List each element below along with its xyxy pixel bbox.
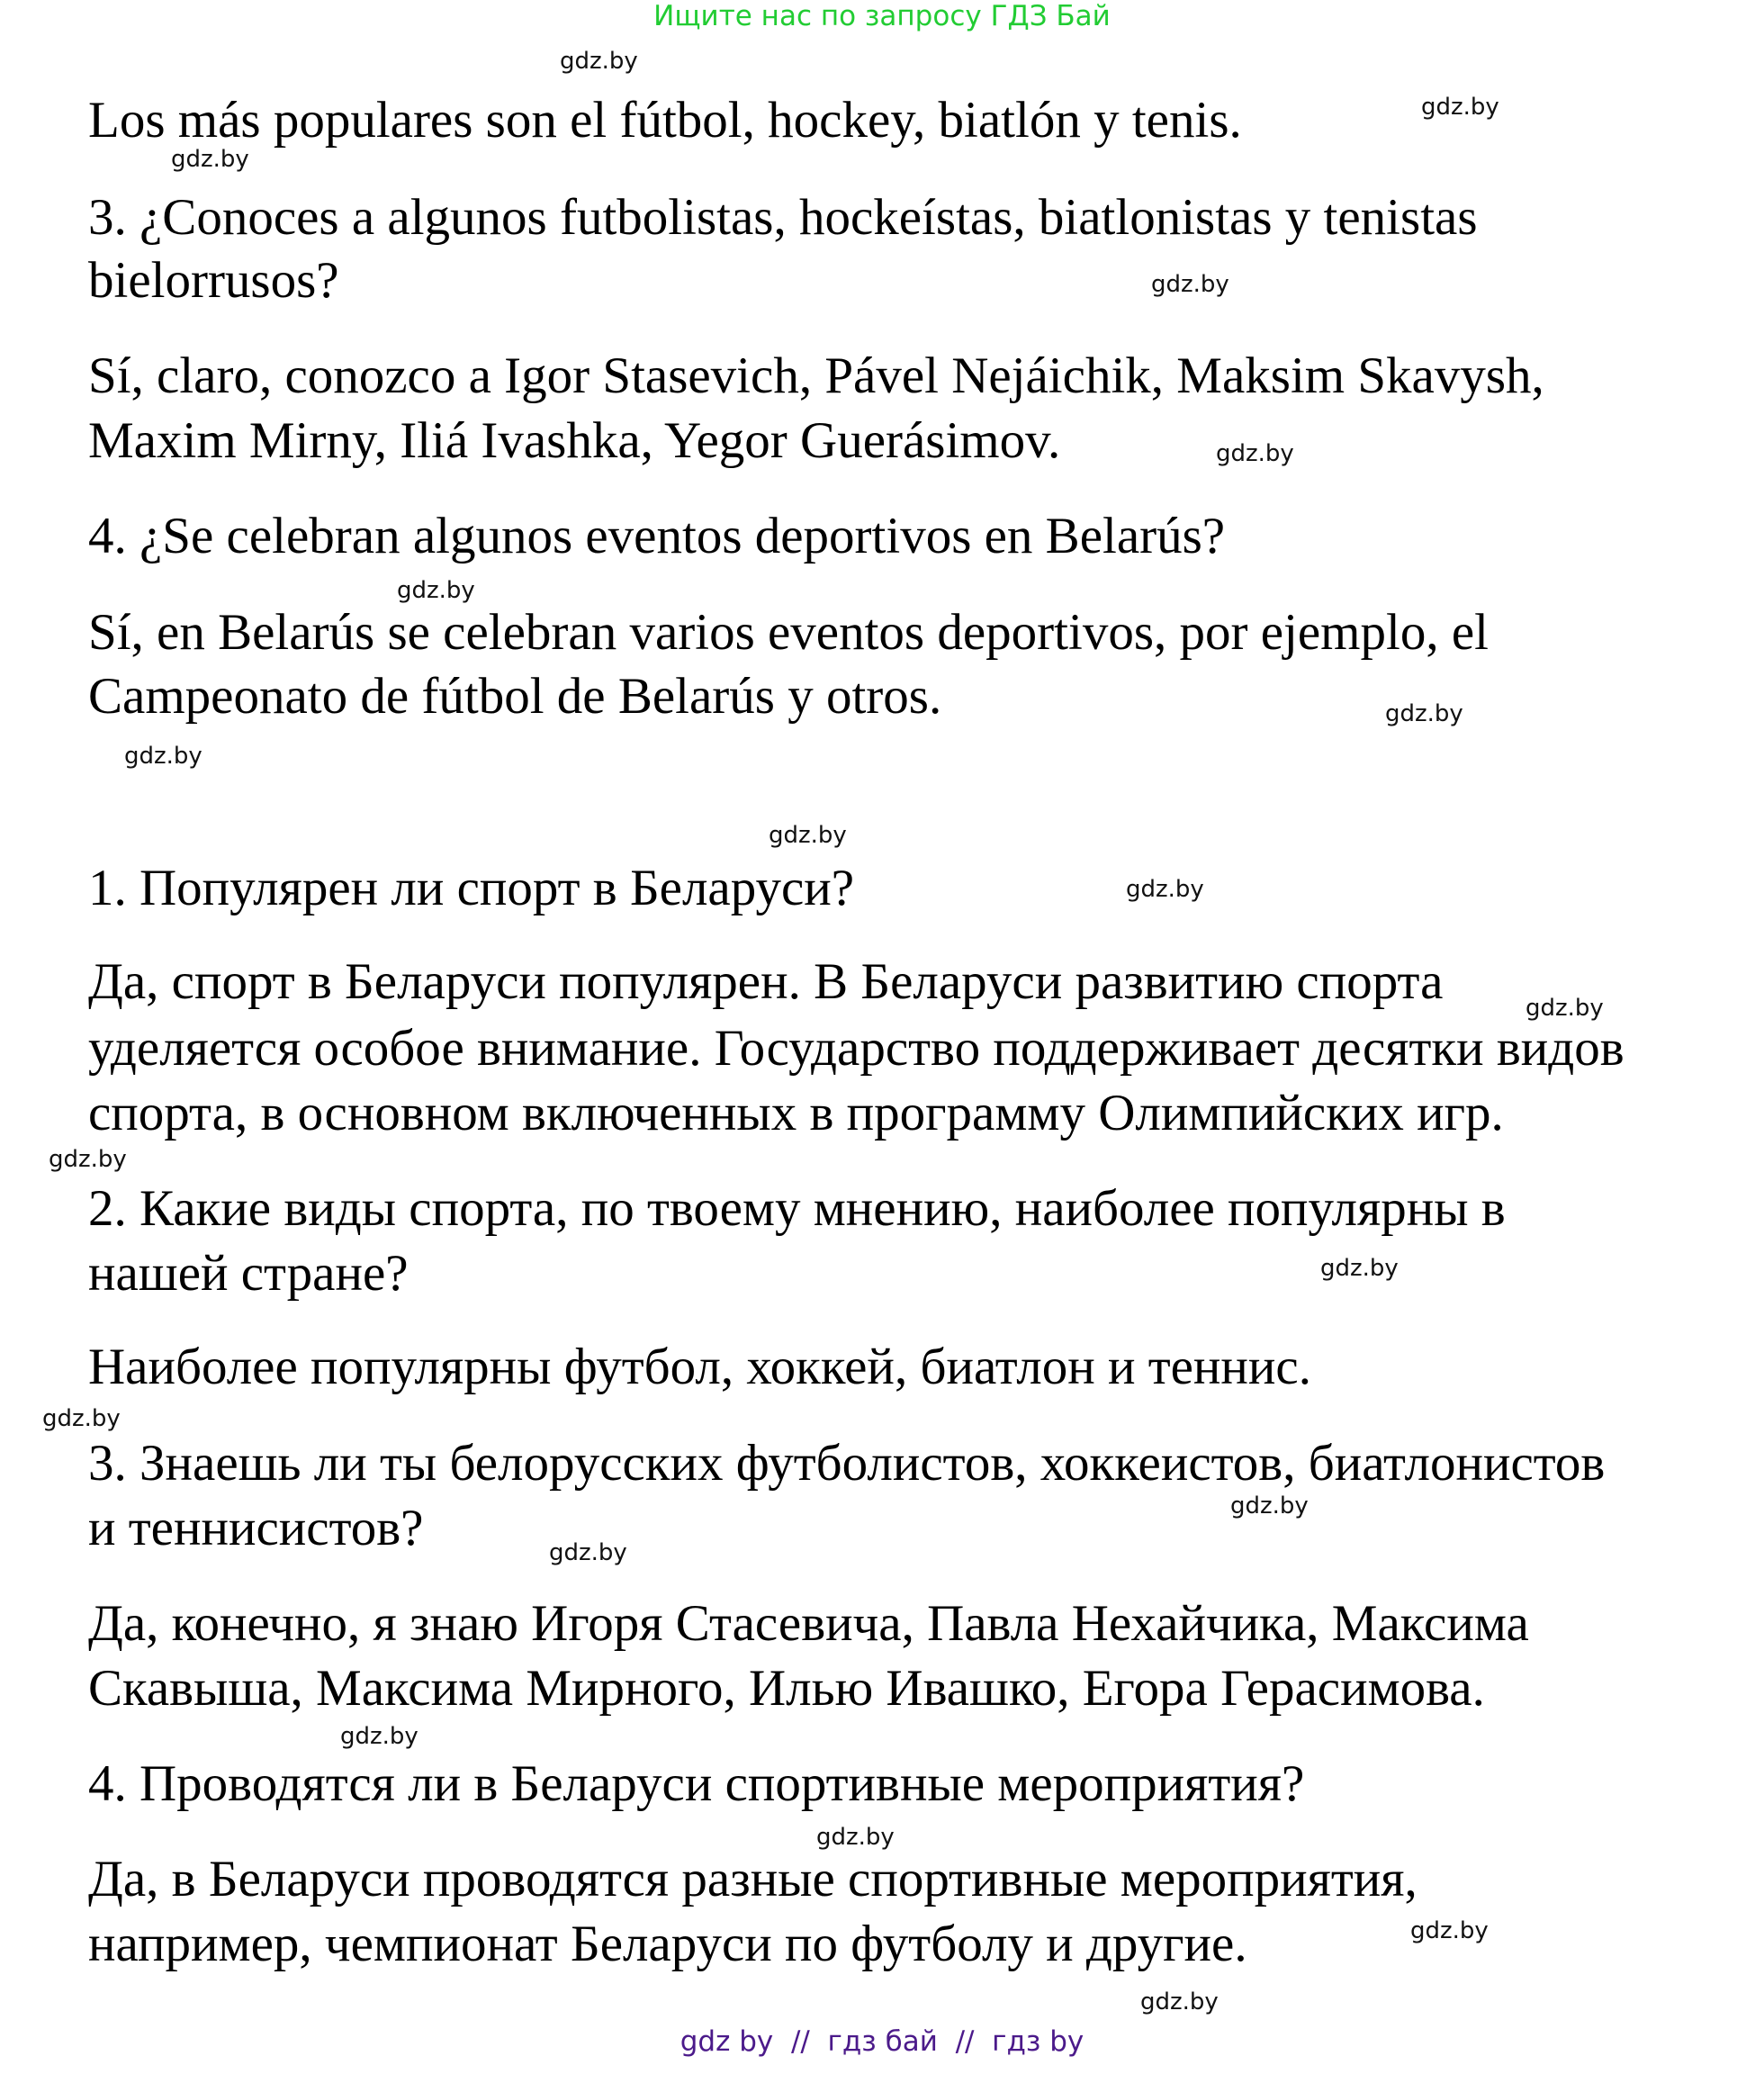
question-3-es-line-2: bielorrusos? <box>88 252 339 309</box>
watermark: gdz.by <box>816 1824 895 1851</box>
watermark: gdz.by <box>124 743 202 770</box>
watermark: gdz.by <box>1320 1255 1399 1282</box>
question-2-ru-line-2: нашей стране? <box>88 1245 409 1302</box>
search-hint-banner: Ищите нас по запросу ГДЗ Бай <box>653 0 1111 32</box>
watermark: gdz.by <box>1151 271 1229 298</box>
watermark: gdz.by <box>1216 440 1294 467</box>
site-footer-links: gdz by // гдз бай // гдз by <box>680 2025 1084 2058</box>
watermark: gdz.by <box>1230 1492 1309 1519</box>
watermark: gdz.by <box>1140 1988 1219 2015</box>
question-4-ru: 4. Проводятся ли в Беларуси спортивные мероприятия? <box>88 1755 1305 1812</box>
answer-3-ru-line-2: Скавыша, Максима Мирного, Илью Ивашко, Егора Герасимова. <box>88 1660 1485 1717</box>
watermark: gdz.by <box>42 1405 121 1432</box>
watermark: gdz.by <box>769 822 847 849</box>
question-1-ru: 1. Популярен ли спорт в Беларуси? <box>88 860 855 916</box>
answer-4-ru-line-1: Да, в Беларуси проводятся разные спортивные мероприятия, <box>88 1851 1418 1907</box>
answer-3-es-line-2: Maxim Mirny, Iliá Ivashka, Yegor Guerásimov. <box>88 412 1061 469</box>
answer-1-ru-line-2: уделяется особое внимание. Государство поддерживает десятки видов <box>88 1020 1624 1077</box>
question-2-ru-line-1: 2. Какие виды спорта, по твоему мнению, наиболее популярны в <box>88 1180 1506 1237</box>
watermark: gdz.by <box>1385 700 1463 727</box>
watermark: gdz.by <box>340 1723 418 1750</box>
watermark: gdz.by <box>1410 1917 1489 1944</box>
answer-2-es: Los más populares son el fútbol, hockey, biatlón y tenis. <box>88 92 1242 149</box>
watermark: gdz.by <box>560 48 638 75</box>
watermark: gdz.by <box>397 577 475 604</box>
answer-1-ru-line-3: спорта, в основном включенных в программу Олимпийских игр. <box>88 1085 1504 1141</box>
question-3-ru-line-1: 3. Знаешь ли ты белорусских футболистов, хоккеистов, биатлонистов <box>88 1435 1606 1492</box>
watermark: gdz.by <box>171 146 249 173</box>
watermark: gdz.by <box>1421 94 1499 121</box>
answer-2-ru: Наиболее популярны футбол, хоккей, биатлон и теннис. <box>88 1339 1311 1395</box>
question-4-es: 4. ¿Se celebran algunos eventos deportivos en Belarús? <box>88 508 1226 564</box>
watermark: gdz.by <box>549 1539 627 1566</box>
answer-3-es-line-1: Sí, claro, conozco a Igor Stasevich, Pável Nejáichik, Maksim Skavysh, <box>88 347 1544 404</box>
answer-4-es-line-2: Campeonato de fútbol de Belarús y otros. <box>88 668 942 725</box>
answer-1-ru-line-1: Да, спорт в Беларуси популярен. В Беларуси развитию спорта <box>88 953 1444 1010</box>
watermark: gdz.by <box>1126 876 1204 903</box>
question-3-es-line-1: 3. ¿Conoces a algunos futbolistas, hockeístas, biatlonistas y tenistas <box>88 189 1478 246</box>
answer-3-ru-line-1: Да, конечно, я знаю Игоря Стасевича, Павла Нехайчика, Максима <box>88 1595 1529 1652</box>
answer-4-ru-line-2: например, чемпионат Беларуси по футболу и другие. <box>88 1916 1247 1972</box>
watermark: gdz.by <box>1526 995 1604 1022</box>
question-3-ru-line-2: и теннисистов? <box>88 1500 424 1556</box>
watermark: gdz.by <box>49 1146 127 1173</box>
answer-4-es-line-1: Sí, en Belarús se celebran varios eventos deportivos, por ejemplo, el <box>88 604 1489 661</box>
